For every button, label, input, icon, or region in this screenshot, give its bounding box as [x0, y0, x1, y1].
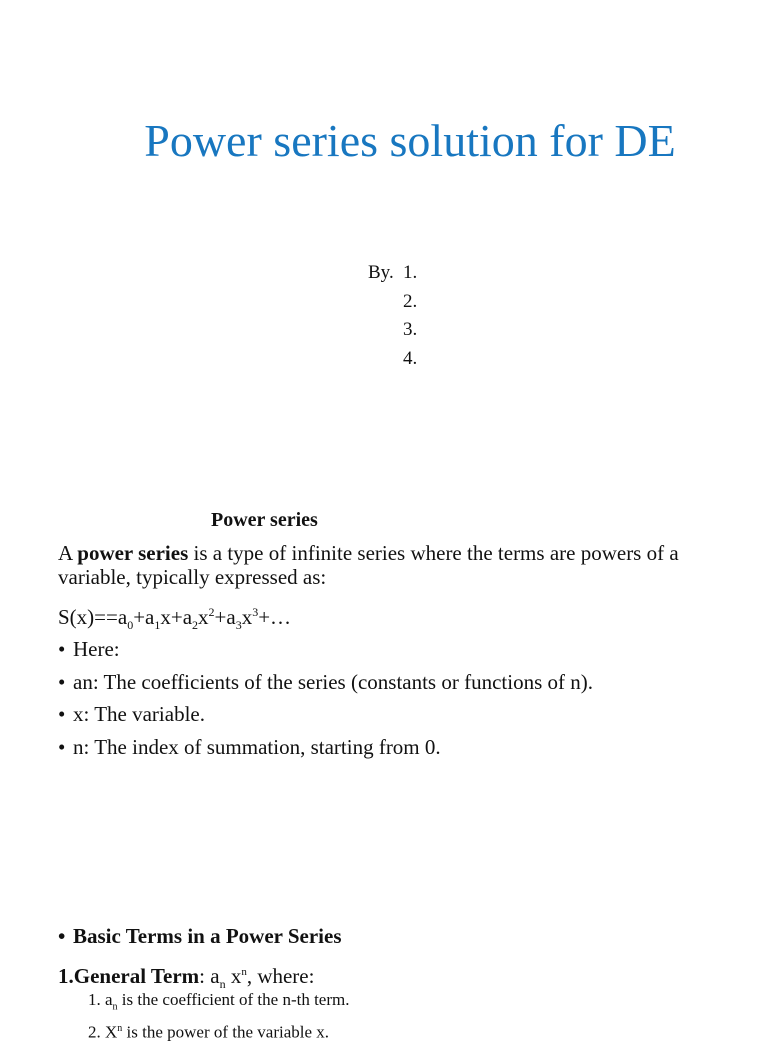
bullet-item: • x: The variable.: [58, 698, 593, 731]
formula-part: x: [198, 605, 209, 629]
general-term-part: : a: [199, 964, 220, 988]
section-heading-power-series: Power series: [211, 509, 318, 531]
general-term-subscript: n: [219, 977, 226, 992]
author-item-3: 3.: [403, 319, 418, 340]
power-series-bullets: [58, 633, 593, 763]
definition-num: 1. a: [88, 990, 113, 1009]
section-heading-basic-terms: • Basic Terms in a Power Series: [58, 923, 342, 949]
formula-part: +…: [258, 605, 292, 629]
definition-item: [88, 989, 350, 1018]
general-term-label: 1.General Term: [58, 964, 200, 988]
bullet-item: • n: The index of summation, starting from 0.: [58, 731, 593, 764]
document-title: Power series solution for DE: [144, 115, 676, 166]
definition-subscript: n: [112, 1001, 118, 1013]
author-item-1: 1.: [403, 262, 418, 283]
formula-subscript: 2: [192, 618, 199, 633]
formula-part: +a: [214, 605, 236, 629]
general-term-part: x: [225, 964, 242, 988]
intro-lead: A: [58, 541, 78, 565]
formula-superscript: 2: [208, 605, 215, 619]
basic-terms-heading-list: [58, 923, 342, 949]
formula-subscript: 1: [154, 618, 161, 633]
formula-part: +a: [133, 605, 155, 629]
bullet-item: • an: The coefficients of the series (constants or functions of n).: [58, 666, 593, 699]
general-term-definitions: [88, 989, 350, 1044]
definition-superscript: n: [117, 1023, 123, 1035]
intro-bold-term: power series: [77, 541, 189, 565]
formula-subscript: 3: [235, 618, 242, 633]
formula-superscript: 3: [252, 605, 259, 619]
formula-part: S(x)==a: [58, 605, 128, 629]
formula-part: x+a: [160, 605, 193, 629]
intro-rest: is a type of infinite series where the terms are powers of a variable, typically expressed as:: [58, 541, 679, 589]
author-item-4: 4.: [403, 347, 418, 369]
by-label: By.: [368, 262, 394, 283]
formula-subscript: 0: [127, 618, 134, 633]
author-list: [403, 259, 417, 373]
definition-text: is the power of the variable x.: [122, 1023, 330, 1043]
definition-num: 2. X: [88, 1023, 118, 1043]
author-item-2: 2.: [403, 290, 418, 312]
power-series-formula: [58, 600, 291, 637]
general-term-superscript: n: [241, 966, 247, 978]
power-series-intro: [58, 541, 728, 589]
bullet-item: • Here:: [58, 633, 593, 666]
general-term-part: , where:: [246, 964, 315, 988]
definition-text: is the coefficient of the n-th term.: [117, 990, 350, 1009]
formula-part: x: [241, 605, 253, 629]
definition-item: [88, 1018, 350, 1044]
